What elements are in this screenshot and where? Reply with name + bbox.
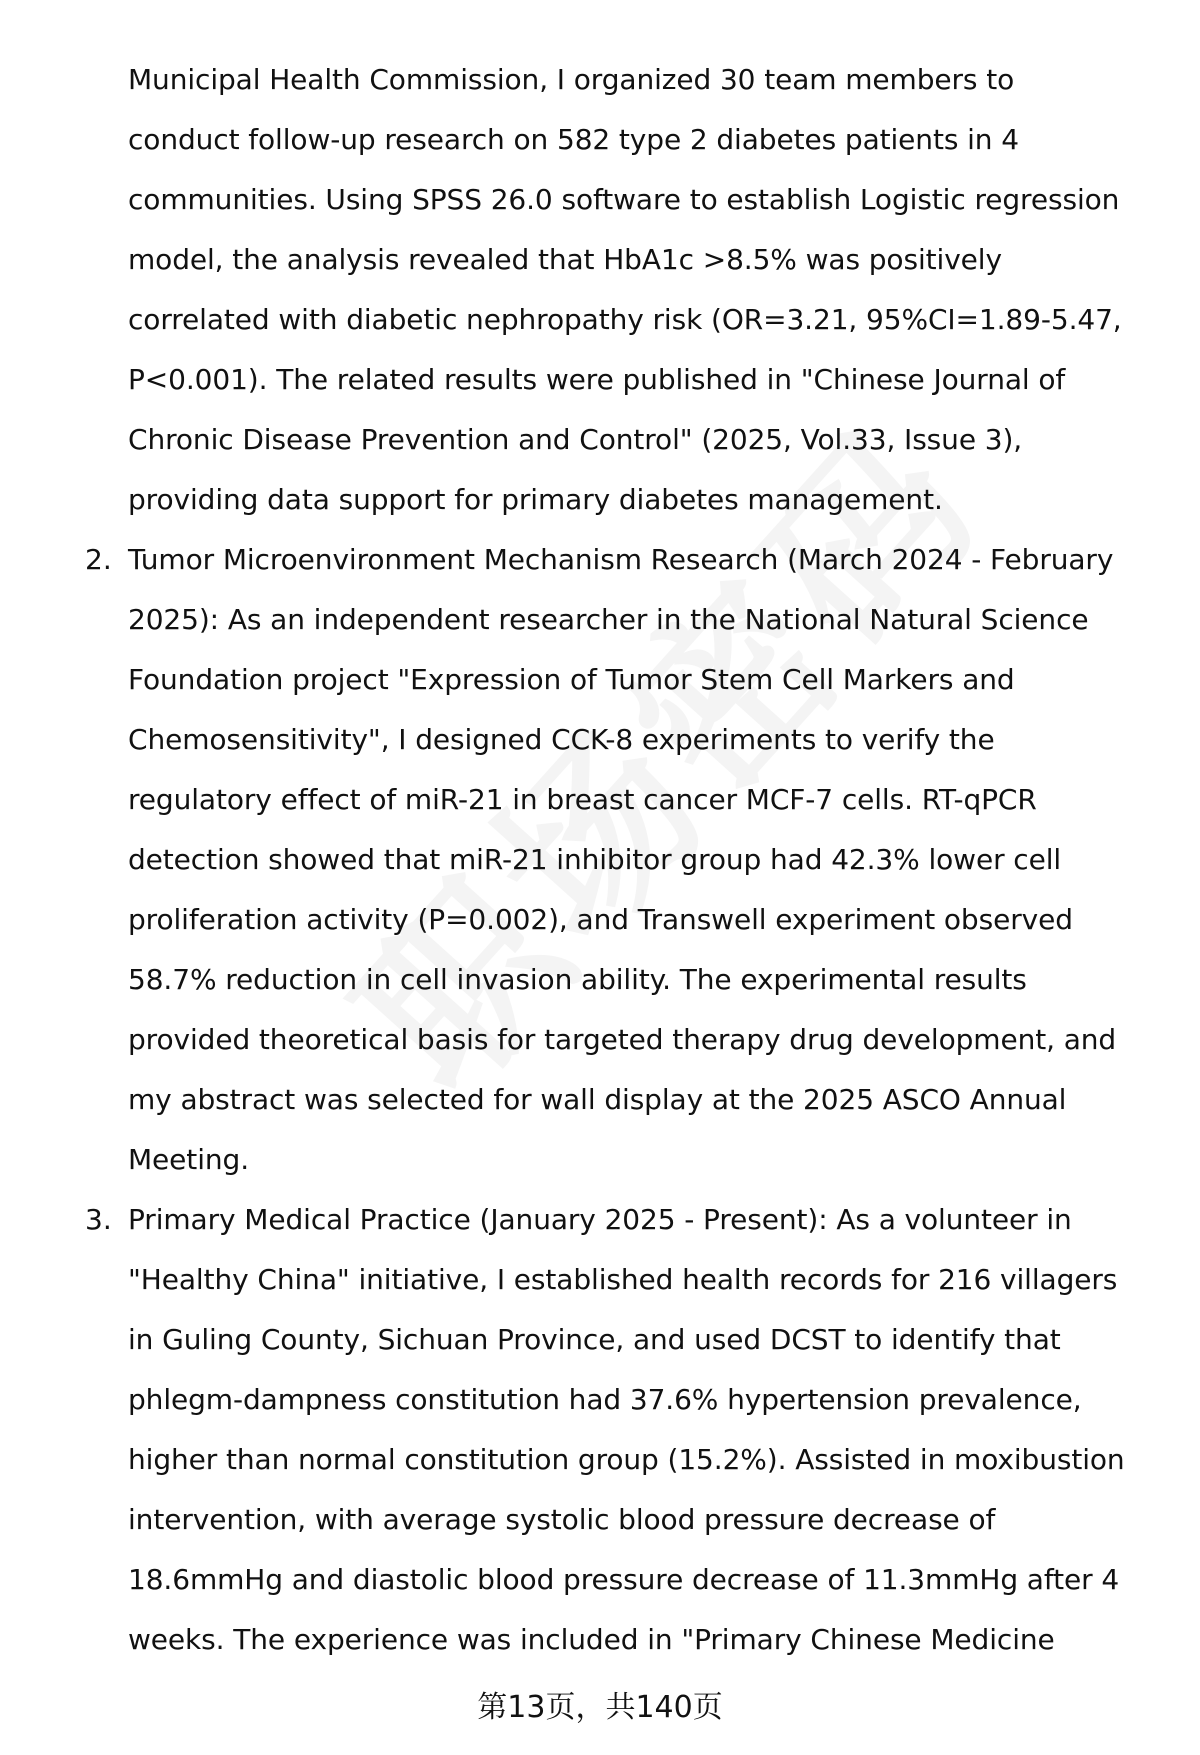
text-line: model, the analysis revealed that HbA1c >8.5% was positively [128, 243, 1002, 276]
text-line: weeks. The experience was included in "Primary Chinese Medicine [128, 1623, 1055, 1656]
list-number: 3. [85, 1203, 112, 1236]
text-line: conduct follow-up research on 582 type 2 diabetes patients in 4 [128, 123, 1019, 156]
text-line: Chemosensitivity", I designed CCK-8 experiments to verify the [128, 723, 995, 756]
text-line: communities. Using SPSS 26.0 software to establish Logistic regression [128, 183, 1120, 216]
text-line: intervention, with average systolic blood pressure decrease of [128, 1503, 996, 1536]
text-line: Tumor Microenvironment Mechanism Research (March 2024 - February [128, 543, 1114, 576]
text-line: "Healthy China" initiative, I established health records for 216 villagers [128, 1263, 1118, 1296]
text-line: 58.7% reduction in cell invasion ability. The experimental results [128, 963, 1027, 996]
text-line: provided theoretical basis for targeted therapy drug development, and [128, 1023, 1117, 1056]
text-line: Meeting. [128, 1143, 249, 1176]
page-number-footer: 第13页，共140页 [477, 1690, 723, 1725]
text-line: 2025): As an independent researcher in the National Natural Science [128, 603, 1089, 636]
text-line: 18.6mmHg and diastolic blood pressure decrease of 11.3mmHg after 4 [128, 1563, 1120, 1596]
text-line: Foundation project "Expression of Tumor Stem Cell Markers and [128, 663, 1015, 696]
text-line: regulatory effect of miR-21 in breast cancer MCF-7 cells. RT-qPCR [128, 783, 1037, 816]
text-line: higher than normal constitution group (15.2%). Assisted in moxibustion [128, 1443, 1125, 1476]
text-line: providing data support for primary diabetes management. [128, 483, 943, 516]
text-line: phlegm-dampness constitution had 37.6% hypertension prevalence, [128, 1383, 1082, 1416]
text-line: proliferation activity (P=0.002), and Transwell experiment observed [128, 903, 1073, 936]
list-number: 2. [85, 543, 112, 576]
text-line: my abstract was selected for wall display at the 2025 ASCO Annual [128, 1083, 1067, 1116]
text-line: Chronic Disease Prevention and Control" (2025, Vol.33, Issue 3), [128, 423, 1023, 456]
text-line: Municipal Health Commission, I organized 30 team members to [128, 63, 1015, 96]
text-line: correlated with diabetic nephropathy risk (OR=3.21, 95%CI=1.89-5.47, [128, 303, 1122, 336]
text-line: P<0.001). The related results were published in "Chinese Journal of [128, 363, 1066, 396]
text-line: in Guling County, Sichuan Province, and used DCST to identify that [128, 1323, 1061, 1356]
text-line: detection showed that miR-21 inhibitor group had 42.3% lower cell [128, 843, 1062, 876]
text-line: Primary Medical Practice (January 2025 - Present): As a volunteer in [128, 1203, 1072, 1236]
